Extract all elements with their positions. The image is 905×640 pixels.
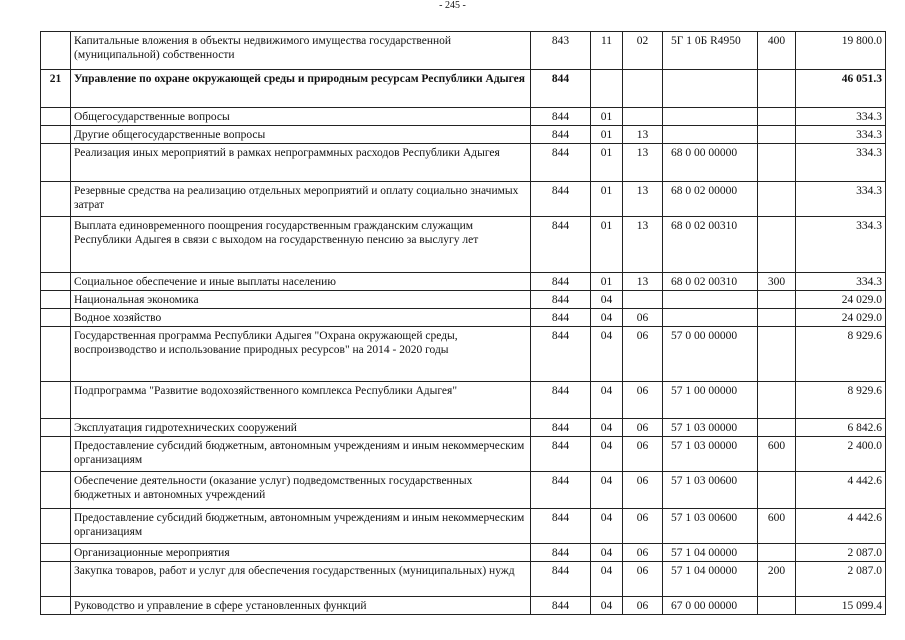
table-row — [41, 32, 886, 70]
amount-cell: 6 842.6 — [796, 419, 886, 437]
section-code-cell: 04 — [591, 291, 623, 309]
table-row — [41, 273, 886, 291]
table-row — [41, 108, 886, 126]
table-row — [41, 472, 886, 509]
row-number-cell — [41, 544, 71, 562]
subsection-code-cell: 06 — [623, 309, 663, 327]
row-number-cell — [41, 437, 71, 472]
item-name-cell: Капитальные вложения в объекты недвижимого имущества государственной (муниципальной) собственности — [71, 32, 531, 70]
row-number-cell — [41, 108, 71, 126]
row-number-cell — [41, 182, 71, 217]
subsection-code-cell: 06 — [623, 419, 663, 437]
row-number-cell — [41, 509, 71, 544]
row-number-cell — [41, 419, 71, 437]
target-article-code-cell: 68 0 00 00000 — [663, 144, 758, 182]
item-name-cell: Национальная экономика — [71, 291, 531, 309]
department-code-cell: 844 — [531, 597, 591, 615]
item-name-cell: Предоставление субсидий бюджетным, автономным учреждениям и иным некоммерческим организациям — [71, 437, 531, 472]
table-row — [41, 419, 886, 437]
target-article-code-cell: 57 1 00 00000 — [663, 382, 758, 419]
row-number-cell — [41, 382, 71, 419]
table-row — [41, 291, 886, 309]
section-code-cell: 01 — [591, 144, 623, 182]
expense-type-code-cell — [758, 419, 796, 437]
amount-cell: 8 929.6 — [796, 382, 886, 419]
department-code-cell: 844 — [531, 144, 591, 182]
table-row — [41, 217, 886, 273]
section-code-cell: 04 — [591, 509, 623, 544]
target-article-code-cell — [663, 108, 758, 126]
item-name-cell: Управление по охране окружающей среды и природным ресурсам Республики Адыгея — [71, 70, 531, 108]
subsection-code-cell: 06 — [623, 437, 663, 472]
subsection-code-cell — [623, 70, 663, 108]
item-name-cell: Общегосударственные вопросы — [71, 108, 531, 126]
subsection-code-cell: 06 — [623, 472, 663, 509]
expense-type-code-cell — [758, 217, 796, 273]
amount-cell: 4 442.6 — [796, 509, 886, 544]
table-row — [41, 327, 886, 382]
row-number-cell — [41, 273, 71, 291]
section-code-cell: 04 — [591, 597, 623, 615]
target-article-code-cell: 57 0 00 00000 — [663, 327, 758, 382]
row-number-cell: 21 — [41, 70, 71, 108]
subsection-code-cell: 06 — [623, 509, 663, 544]
department-code-cell: 844 — [531, 544, 591, 562]
expense-type-code-cell — [758, 472, 796, 509]
expense-type-code-cell — [758, 327, 796, 382]
section-code-cell: 01 — [591, 273, 623, 291]
expense-type-code-cell — [758, 144, 796, 182]
item-name-cell: Водное хозяйство — [71, 309, 531, 327]
target-article-code-cell — [663, 291, 758, 309]
section-code-cell: 04 — [591, 472, 623, 509]
expense-type-code-cell — [758, 382, 796, 419]
department-code-cell: 844 — [531, 509, 591, 544]
target-article-code-cell: 5Г 1 0Б R4950 — [663, 32, 758, 70]
item-name-cell: Выплата единовременного поощрения государственным гражданским служащим Республики Адыгея в связи с выходом на государственную пенсию за выслугу лет — [71, 217, 531, 273]
amount-cell: 2 087.0 — [796, 544, 886, 562]
item-name-cell: Подпрограмма "Развитие водохозяйственного комплекса Республики Адыгея" — [71, 382, 531, 419]
row-number-cell — [41, 472, 71, 509]
department-code-cell: 844 — [531, 327, 591, 382]
department-code-cell: 844 — [531, 273, 591, 291]
expense-type-code-cell — [758, 597, 796, 615]
budget-table — [40, 31, 886, 615]
target-article-code-cell — [663, 126, 758, 144]
item-name-cell: Государственная программа Республики Адыгея "Охрана окружающей среды, воспроизводство и использование природных ресурсов" на 2014 - 2020 годы — [71, 327, 531, 382]
target-article-code-cell: 57 1 03 00600 — [663, 472, 758, 509]
table-row — [41, 309, 886, 327]
subsection-code-cell: 02 — [623, 32, 663, 70]
subsection-code-cell: 06 — [623, 597, 663, 615]
target-article-code-cell — [663, 70, 758, 108]
table-row — [41, 544, 886, 562]
subsection-code-cell: 13 — [623, 144, 663, 182]
row-number-cell — [41, 309, 71, 327]
table-row — [41, 144, 886, 182]
expense-type-code-cell — [758, 544, 796, 562]
item-name-cell: Эксплуатация гидротехнических сооружений — [71, 419, 531, 437]
target-article-code-cell: 57 1 03 00000 — [663, 419, 758, 437]
department-code-cell: 844 — [531, 126, 591, 144]
section-code-cell: 04 — [591, 562, 623, 597]
row-number-cell — [41, 32, 71, 70]
target-article-code-cell — [663, 309, 758, 327]
expense-type-code-cell — [758, 70, 796, 108]
section-code-cell: 01 — [591, 108, 623, 126]
department-code-cell: 844 — [531, 382, 591, 419]
target-article-code-cell: 57 1 04 00000 — [663, 562, 758, 597]
row-number-cell — [41, 597, 71, 615]
row-number-cell — [41, 291, 71, 309]
page-number: - 245 - — [439, 0, 466, 11]
expense-type-code-cell: 600 — [758, 509, 796, 544]
table-row — [41, 597, 886, 615]
amount-cell: 2 400.0 — [796, 437, 886, 472]
subsection-code-cell: 13 — [623, 126, 663, 144]
item-name-cell: Предоставление субсидий бюджетным, автономным учреждениям и иным некоммерческим организациям — [71, 509, 531, 544]
item-name-cell: Социальное обеспечение и иные выплаты населению — [71, 273, 531, 291]
subsection-code-cell — [623, 291, 663, 309]
department-code-cell: 844 — [531, 309, 591, 327]
department-code-cell: 844 — [531, 291, 591, 309]
department-code-cell: 844 — [531, 108, 591, 126]
table-row — [41, 182, 886, 217]
table-row — [41, 382, 886, 419]
expense-type-code-cell — [758, 291, 796, 309]
department-code-cell: 844 — [531, 217, 591, 273]
section-code-cell: 04 — [591, 309, 623, 327]
amount-cell: 46 051.3 — [796, 70, 886, 108]
subsection-code-cell: 06 — [623, 327, 663, 382]
section-code-cell — [591, 70, 623, 108]
expense-type-code-cell — [758, 108, 796, 126]
item-name-cell: Руководство и управление в сфере установленных функций — [71, 597, 531, 615]
amount-cell: 334.3 — [796, 217, 886, 273]
amount-cell: 334.3 — [796, 273, 886, 291]
subsection-code-cell: 13 — [623, 273, 663, 291]
subsection-code-cell: 06 — [623, 382, 663, 419]
amount-cell: 334.3 — [796, 108, 886, 126]
amount-cell: 334.3 — [796, 144, 886, 182]
department-code-cell: 844 — [531, 437, 591, 472]
subsection-code-cell: 06 — [623, 562, 663, 597]
row-number-cell — [41, 562, 71, 597]
expense-type-code-cell — [758, 309, 796, 327]
section-code-cell: 01 — [591, 182, 623, 217]
section-code-cell: 01 — [591, 217, 623, 273]
department-code-cell: 844 — [531, 70, 591, 108]
expense-type-code-cell: 300 — [758, 273, 796, 291]
subsection-code-cell — [623, 108, 663, 126]
subsection-code-cell: 13 — [623, 217, 663, 273]
amount-cell: 334.3 — [796, 182, 886, 217]
department-code-cell: 844 — [531, 472, 591, 509]
item-name-cell: Резервные средства на реализацию отдельных мероприятий и оплату социально значимых затрат — [71, 182, 531, 217]
target-article-code-cell: 57 1 03 00600 — [663, 509, 758, 544]
section-code-cell: 01 — [591, 126, 623, 144]
expense-type-code-cell: 400 — [758, 32, 796, 70]
table-row — [41, 126, 886, 144]
row-number-cell — [41, 126, 71, 144]
budget-table-body — [41, 32, 886, 615]
target-article-code-cell: 68 0 02 00000 — [663, 182, 758, 217]
item-name-cell: Реализация иных мероприятий в рамках непрограммных расходов Республики Адыгея — [71, 144, 531, 182]
expense-type-code-cell: 600 — [758, 437, 796, 472]
amount-cell: 4 442.6 — [796, 472, 886, 509]
row-number-cell — [41, 327, 71, 382]
section-code-cell: 11 — [591, 32, 623, 70]
amount-cell: 15 099.4 — [796, 597, 886, 615]
amount-cell: 24 029.0 — [796, 309, 886, 327]
subsection-code-cell: 13 — [623, 182, 663, 217]
target-article-code-cell: 67 0 00 00000 — [663, 597, 758, 615]
department-code-cell: 844 — [531, 419, 591, 437]
expense-type-code-cell — [758, 182, 796, 217]
amount-cell: 24 029.0 — [796, 291, 886, 309]
section-code-cell: 04 — [591, 544, 623, 562]
table-row — [41, 509, 886, 544]
amount-cell: 8 929.6 — [796, 327, 886, 382]
department-code-cell: 844 — [531, 182, 591, 217]
amount-cell: 19 800.0 — [796, 32, 886, 70]
target-article-code-cell: 57 1 03 00000 — [663, 437, 758, 472]
subsection-code-cell: 06 — [623, 544, 663, 562]
item-name-cell: Другие общегосударственные вопросы — [71, 126, 531, 144]
department-code-cell: 843 — [531, 32, 591, 70]
department-code-cell: 844 — [531, 562, 591, 597]
expense-type-code-cell — [758, 126, 796, 144]
section-code-cell: 04 — [591, 327, 623, 382]
table-row — [41, 562, 886, 597]
target-article-code-cell: 68 0 02 00310 — [663, 273, 758, 291]
table-row — [41, 437, 886, 472]
item-name-cell: Организационные мероприятия — [71, 544, 531, 562]
expense-type-code-cell: 200 — [758, 562, 796, 597]
table-row — [41, 70, 886, 108]
row-number-cell — [41, 217, 71, 273]
item-name-cell: Обеспечение деятельности (оказание услуг) подведомственных государственных бюджетных и автономных учреждений — [71, 472, 531, 509]
item-name-cell: Закупка товаров, работ и услуг для обеспечения государственных (муниципальных) нужд — [71, 562, 531, 597]
amount-cell: 334.3 — [796, 126, 886, 144]
section-code-cell: 04 — [591, 382, 623, 419]
row-number-cell — [41, 144, 71, 182]
section-code-cell: 04 — [591, 419, 623, 437]
target-article-code-cell: 57 1 04 00000 — [663, 544, 758, 562]
section-code-cell: 04 — [591, 437, 623, 472]
amount-cell: 2 087.0 — [796, 562, 886, 597]
target-article-code-cell: 68 0 02 00310 — [663, 217, 758, 273]
